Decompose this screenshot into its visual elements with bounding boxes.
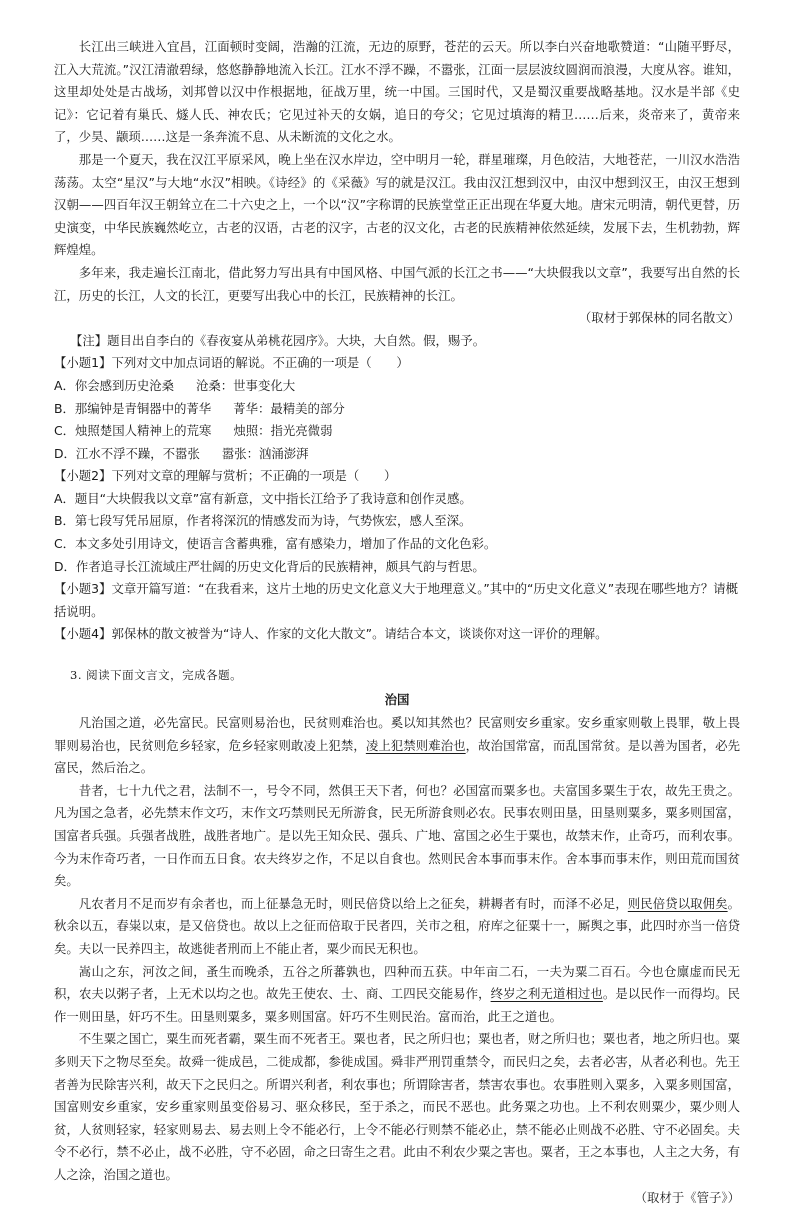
essay-source: （取材于郭保林的同名散文） xyxy=(54,307,740,330)
essay-note: 【注】题目出自李白的《春夜宴从弟桃花园序》。大块，大自然。假，赐予。 xyxy=(54,330,740,353)
option-c xyxy=(54,420,740,443)
essay-paragraph: 多年来，我走遍长江南北，借此努力写出具有中国风格、中国气派的长江之书——“大块假我以文章”，我要写出自然的长江，历史的长江，人文的长江，更要写出我心中的长江，民族精神的长江。 xyxy=(54,262,740,307)
option-b: B．第七段写凭吊屈原，作者将深沉的情感发而为诗，气势恢宏，感人至深。 xyxy=(54,510,740,533)
option-a xyxy=(54,375,740,398)
classical-paragraph xyxy=(54,961,740,1029)
text-span: 凡农者月不足而岁有余者也，而上征暴急无时，则民倍贷以给上之征矣，耕耨者有时，而泽不必足， xyxy=(79,896,628,911)
option-c: C．本文多处引用诗文，使语言含蓄典雅，富有感染力，增加了作品的文化色彩。 xyxy=(54,533,740,556)
option-gloss: 沧桑：世事变化大 xyxy=(196,378,295,393)
underlined-sentence: 凌上犯禁则难治也 xyxy=(366,738,466,753)
text-span: ，故治国常富，而乱国常贫。是以善为国者，必先富民，然后治之。 xyxy=(54,738,740,776)
option-text: C．烛照楚国人精神上的荒寒 xyxy=(54,423,211,438)
underlined-sentence: 则民倍贷以取佣矣 xyxy=(628,896,728,911)
question-1 xyxy=(54,352,740,465)
text-span: 。是以民作一而得均。民作一则田垦，奸巧不生。田垦则粟多，粟多则国富。奸巧不生则民治。富而治，此王之道也。 xyxy=(54,986,740,1024)
section-instruction: 3. 阅读下面文言文，完成各题。 xyxy=(54,664,740,686)
exam-page xyxy=(54,36,740,1209)
text-span: 嵩山之东，河汝之间，蚤生而晚杀，五谷之所蕃孰也，四种而五获。中年亩二石，一夫为粟二百石。今也仓廪虚而民无积，农夫以粥子者，上无术以均之也。故先王使农、士、商、工四民交能易作， xyxy=(54,964,740,1002)
text-span: 凡治国之道，必先富民。民富则易治也，民贫则难治也。奚以知其然也？民富则安乡重家。安乡重家则敬上畏罪，敬上畏罪则易治也，民贫则危乡轻家，危乡轻家则敢凌上犯禁， xyxy=(54,715,740,753)
question-4: 【小题4】郭保林的散文被誉为“诗人、作家的文化大散文”。请结合本文，谈谈你对这一评价的理解。 xyxy=(54,623,740,646)
option-b xyxy=(54,398,740,421)
passage-title: 治国 xyxy=(54,688,740,712)
option-d xyxy=(54,443,740,466)
text-span: 。秋余以五，春粜以束，是又倍贷也。故以上之征而倍取于民者四，关市之租，府库之征粟十一，厮舆之事，此四时亦当一倍贷矣。夫以一民养四主，故逃徙者刑而上不能止者，粟少而民无积也。 xyxy=(54,896,740,956)
question-stem: 【小题2】下列对文章的理解与赏析；不正确的一项是（ ） xyxy=(54,465,740,488)
underlined-sentence: 终岁之利无道相过也 xyxy=(491,986,603,1001)
essay-paragraph: 长江出三峡进入宜昌，江面顿时变阔，浩瀚的江流，无边的原野，苍茫的云天。所以李白兴奋地歌赞道：“山随平野尽，江入大荒流。”汉江清澈碧绿，悠悠静静地流入长江。江水不浮不躁，不嚣张，江面一层层波纹圆润而浪漫，大度从容。谁知，这里却处处是古战场，刘邦曾以汉中作根据地，征战万里，统一中国。三国时代，又是蜀汉重要战略基地。汉水是半部《史记》：它记着有巢氏、燧人氏、神农氏；它见过补天的女娲，追日的夸父；它见过填海的精卫……后来，炎帝来了，黄帝来了，少昊、颛顼……这是一条奔流不息、从未断流的文化之水。 xyxy=(54,36,740,149)
essay-paragraph: 那是一个夏天，我在汉江平原采风，晚上坐在汉水岸边，空中明月一轮，群星璀璨，月色皎洁，大地苍茫，一川汉水浩浩荡荡。太空“星汉”与大地“水汉”相映。《诗经》的《采薇》写的就是汉江。我由汉江想到汉中，由汉中想到汉王，由汉王想到汉朝——四百年汉王朝耸立在二十六史之上，一个以“汉”字称谓的民族堂堂正正出现在华夏大地。唐宋元明清，朝代更替，历史演变，中华民族巍然屹立，古老的汉语，古老的汉字，古老的汉文化，古老的民族精神依然延续，发展下去，生机勃勃，辉辉煌煌。 xyxy=(54,149,740,262)
option-text: B．那编钟是青铜器中的菁华 xyxy=(54,401,211,416)
option-text: D．江水不浮不躁，不嚣张 xyxy=(54,446,200,461)
option-text: A．你会感到历史沧桑 xyxy=(54,378,174,393)
option-gloss: 菁华：最精美的部分 xyxy=(233,401,345,416)
classical-passage xyxy=(54,712,740,1209)
option-a: A．题目“大块假我以文章”富有新意，文中指长江给予了我诗意和创作灵感。 xyxy=(54,488,740,511)
essay-passage xyxy=(54,36,740,352)
option-d: D．作者追寻长江流域庄严壮阔的历史文化背后的民族精神，颇具气韵与哲思。 xyxy=(54,556,740,579)
classical-paragraph xyxy=(54,712,740,780)
question-2 xyxy=(54,465,740,578)
option-gloss: 嚣张：汹涌澎湃 xyxy=(222,446,309,461)
classical-paragraph: 昔者，七十九代之君，法制不一，号令不同，然俱王天下者，何也？必国富而粟多也。夫富国多粟生于农，故先王贵之。凡为国之急者，必先禁末作文巧，末作文巧禁则民无所游食，民无所游食则必农。民事农则田垦，田垦则粟多，粟多则国富，国富者兵强。兵强者战胜，战胜者地广。是以先王知众民、强兵、广地、富国之必生于粟也，故禁末作，止奇巧，而利农事。今为末作奇巧者，一日作而五日食。农夫终岁之作，不足以自食也。然则民舍本事而事末作。舍本事而事末作，则田荒而国贫矣。 xyxy=(54,780,740,893)
question-stem: 【小题1】下列对文中加点词语的解说。不正确的一项是（ ） xyxy=(54,352,740,375)
question-3: 【小题3】文章开篇写道：“在我看来，这片土地的历史文化意义大于地理意义。”其中的“历史文化意义”表现在哪些地方？请概括说明。 xyxy=(54,578,740,623)
option-gloss: 烛照：指光亮微弱 xyxy=(233,423,332,438)
classical-source: （取材于《管子》） xyxy=(54,1187,740,1209)
classical-paragraph xyxy=(54,893,740,961)
classical-paragraph: 不生粟之国亡，粟生而死者霸，粟生而不死者王。粟也者，民之所归也；粟也者，财之所归也；粟也者，地之所归也。粟多则天下之物尽至矣。故舜一徙成邑，二徙成都，参徙成国。舜非严刑罚重禁令，而民归之矣，去者必害，从者必利也。先王者善为民除害兴利，故天下之民归之。所谓兴利者，利农事也；所谓除害者，禁害农事也。农事胜则入粟多，入粟多则国富，国富则安乡重家，安乡重家则虽变俗易习、驱众移民，至于杀之，而民不恶也。此务粟之功也。上不利农则粟少，粟少则人贫，人贫则轻家，轻家则易去、易去则上令不能必行，上令不能必行则禁不能必止，禁不能必止则战不必胜、守不必固矣。夫令不必行，禁不必止，战不必胜，守不必固，命之曰寄生之君。此由不利农少粟之害也。粟者，王之本事也，人主之大务，有人之涂，治国之道也。 xyxy=(54,1028,740,1186)
